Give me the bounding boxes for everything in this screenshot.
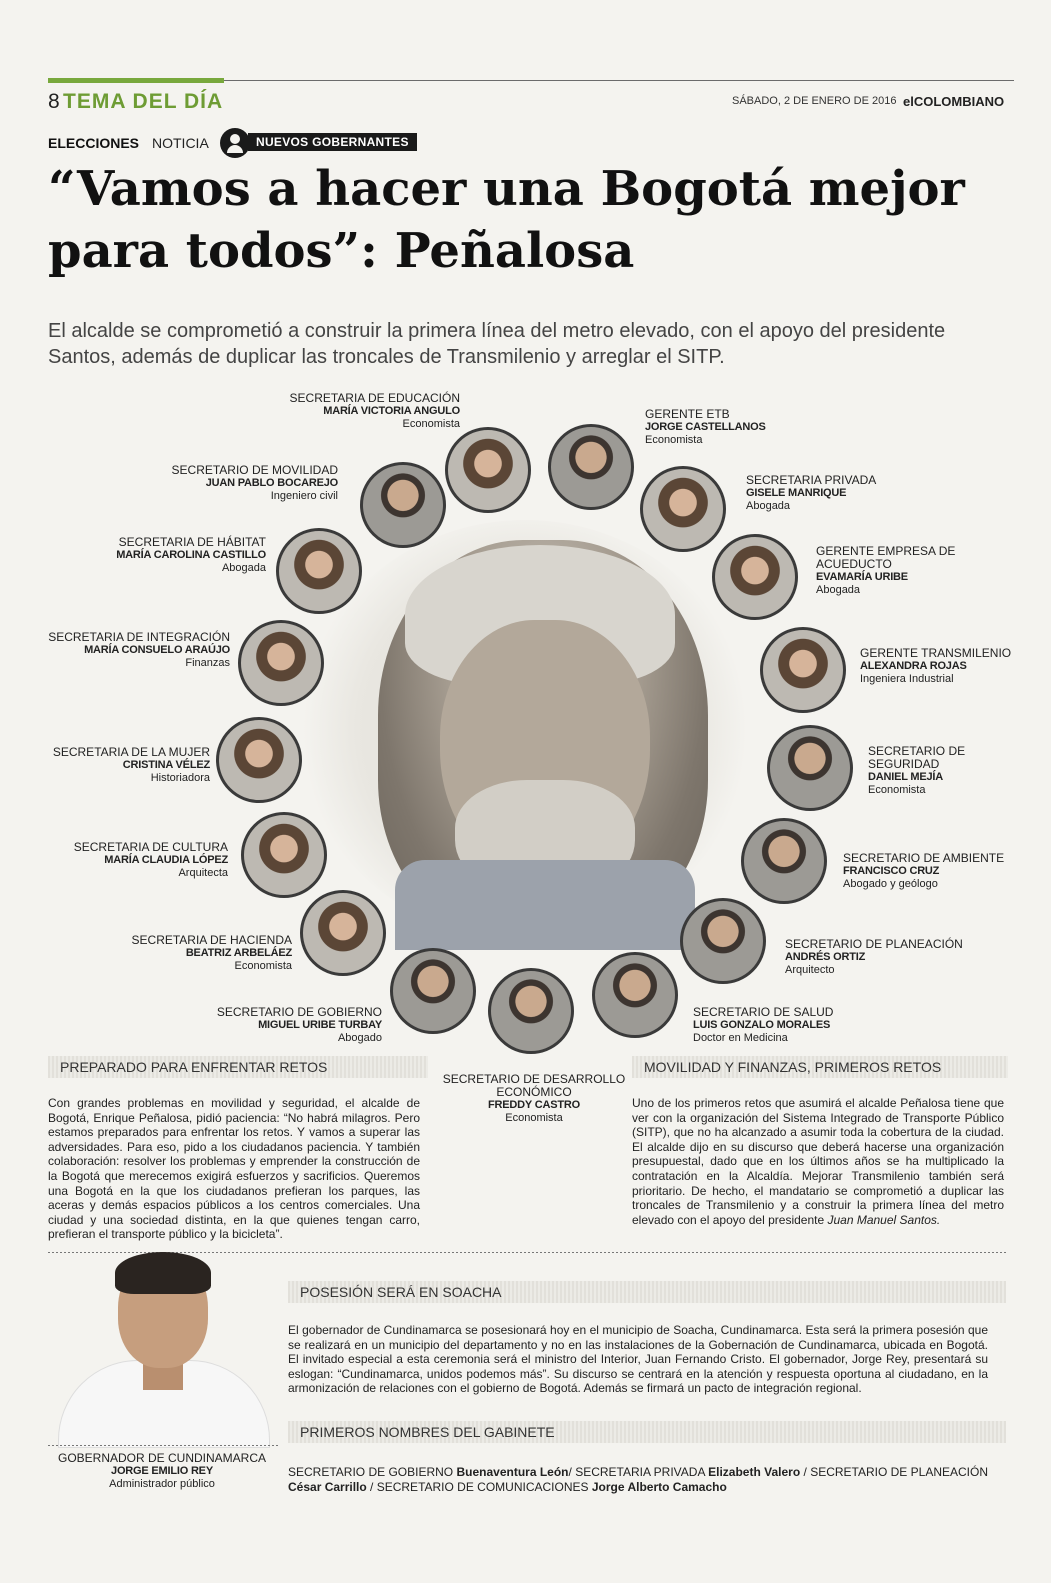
box-text-movilidad [632, 1096, 1004, 1227]
photo-rule [48, 1445, 278, 1446]
cabinet-caption: SECRETARIO DE SALUD LUIS GONZALO MORALES Doctor en Medicina [693, 1005, 834, 1044]
box-heading-gabinete: PRIMEROS NOMBRES DEL GABINETE [288, 1421, 1006, 1443]
cabinet-caption: SECRETARIA DE LA MUJER CRISTINA VÉLEZ Historiadora [52, 745, 210, 784]
cabinet-photo [592, 952, 678, 1038]
cabinet-caption: GERENTE ETB JORGE CASTELLANOS Economista [645, 407, 766, 446]
governor-photo-hair [115, 1252, 211, 1294]
cabinet-caption: GERENTE EMPRESA DE ACUEDUCTO EVAMARÍA URIBE Abogada [816, 544, 956, 596]
gabinete-role: SECRETARIO DE GOBIERNO [288, 1465, 454, 1479]
cabinet-caption: SECRETARIA DE INTEGRACIÓN MARÍA CONSUELO ARAÚJO Finanzas [48, 630, 230, 669]
cabinet-caption: SECRETARIA DE HACIENDA BEATRIZ ARBELÁEZ Economista [131, 933, 292, 972]
gabinete-name: Elizabeth Valero [708, 1465, 801, 1479]
cabinet-caption: SECRETARIA DE HÁBITAT MARÍA CAROLINA CASTILLO Abogada [116, 535, 266, 574]
cabinet-photo [712, 534, 798, 620]
box-heading-movilidad: MOVILIDAD Y FINANZAS, PRIMEROS RETOS [632, 1056, 1008, 1078]
cabinet-caption: SECRETARIO DE DESARROLLO ECONÓMICO FREDDY CASTRO Economista [442, 1072, 626, 1124]
movilidad-text-italic: Juan Manuel Santos. [827, 1212, 941, 1227]
gabinete-role: SECRETARIA PRIVADA [575, 1465, 705, 1479]
gabinete-role: SECRETARIO DE PLANEACIÓN [810, 1465, 989, 1479]
cabinet-photo [741, 818, 827, 904]
kicker-type: NOTICIA [152, 135, 209, 151]
cabinet-caption: SECRETARIO DE PLANEACIÓN ANDRÉS ORTIZ Arquitecto [785, 937, 963, 976]
gabinete-list: SECRETARIO DE GOBIERNO Buenaventura León/ SECRETARIA PRIVADA Elizabeth Valero / SECRETARIO DE PLANEACIÓN César Carrillo / SECRETARIO DE COMUNICACIONES Jorge Alberto Camacho [288, 1465, 989, 1494]
cabinet-photo [238, 620, 324, 706]
gabinete-name: Jorge Alberto Camacho [591, 1479, 727, 1494]
cabinet-photo [488, 968, 574, 1054]
newspaper-brand: elCOLOMBIANO [903, 94, 1005, 109]
cabinet-caption: GERENTE TRANSMILENIO ALEXANDRA ROJAS Ingeniera Industrial [860, 646, 1012, 685]
governor-caption: GOBERNADOR DE CUNDINAMARCA JORGE EMILIO REY Administrador público [57, 1451, 267, 1490]
cabinet-photo [760, 627, 846, 713]
box-heading-soacha: POSESIÓN SERÁ EN SOACHA [288, 1281, 1006, 1303]
cabinet-photo [216, 717, 302, 803]
person-icon [220, 128, 250, 158]
kicker-category: ELECCIONES [48, 135, 140, 151]
cabinet-caption: SECRETARIO DE SEGURIDAD DANIEL MEJÍA Economista [868, 744, 966, 796]
cabinet-photo [548, 424, 634, 510]
headline: “Vamos a hacer una Bogotá mejor para todos”: Peñalosa [48, 161, 965, 279]
cabinet-photo [241, 812, 327, 898]
topic-tag: NUEVOS GOBERNANTES [248, 133, 417, 151]
cabinet-photo [767, 725, 853, 811]
gabinete-name: César Carrillo [288, 1479, 367, 1494]
page-number: 8 [48, 90, 60, 113]
cabinet-caption: SECRETARIO DE AMBIENTE FRANCISCO CRUZ Abogado y geólogo [843, 851, 1005, 890]
cabinet-photo [276, 528, 362, 614]
box-text-soacha: El gobernador de Cundinamarca se posesionará hoy en el municipio de Soacha, Cundinamarca. Esta será la primera posesión que se realizará en un municipio del departamento y no en las instalaciones de la Gobernación de Cundinamarca, ubicada en Bogotá. El invitado especial a esta ceremonia será el ministro del Interior, Juan Fernando Cristo. El gobernador, Jorge Rey, presentará su eslogan: “Cundinamarca, unidos podemos más”. Su discurso se centrará en la atención y respuesta oportuna al ciudadano, en la armonización de relaciones con el gobierno de Bogotá. Además se firmará un pacto de integración regional. [288, 1323, 988, 1396]
section-title: TEMA DEL DÍA [63, 90, 224, 113]
mayor-photo-shirt [395, 860, 695, 950]
box-heading-retos: PREPARADO PARA ENFRENTAR RETOS [48, 1056, 428, 1078]
section-color-bar [48, 78, 224, 83]
gabinete-role: SECRETARIO DE COMUNICACIONES [376, 1479, 589, 1494]
dek: El alcalde se comprometió a construir la primera línea del metro elevado, con el apoyo del presidente Santos, además de duplicar las troncales de Transmilenio y arreglar el SITP. [48, 320, 946, 368]
cabinet-photo [360, 462, 446, 548]
cabinet-photo [445, 427, 531, 513]
divider [48, 1252, 1008, 1253]
cabinet-photo [390, 948, 476, 1034]
cabinet-caption: SECRETARIO DE MOVILIDAD JUAN PABLO BOCAREJO Ingeniero civil [171, 463, 338, 502]
box-text-retos: Con grandes problemas en movilidad y seguridad, el alcalde de Bogotá, Enrique Peñalosa, pidió paciencia: “No habrá milagros. Pero estamos preparados para enfrentar los retos. Y vamos a superar las adversidades. Para eso, pido a los ciudadanos paciencia. Y también colaboración: resolver los problemas y emprender la construcción de la Bogotá que merecemos exigirá esfuerzos y sacrificios. Queremos una Bogotá en la que los ciudadanos prefieran los parques, las aceras y demás espacios públicos a los centros comerciales. Una ciudad y una sociedad distinta, en la que quienes tengan carro, prefieran el transporte público y la bicicleta”. [48, 1096, 420, 1242]
header-rule [224, 80, 1014, 81]
cabinet-caption: SECRETARIA DE EDUCACIÓN MARÍA VICTORIA ANGULO Economista [289, 391, 460, 430]
issue-date: SÁBADO, 2 DE ENERO DE 2016 [732, 95, 897, 107]
cabinet-photo [640, 466, 726, 552]
cabinet-caption: SECRETARIA DE CULTURA MARÍA CLAUDIA LÓPEZ Arquitecta [73, 840, 228, 879]
cabinet-caption: SECRETARIO DE GOBIERNO MIGUEL URIBE TURBAY Abogado [216, 1005, 382, 1044]
cabinet-photo [680, 898, 766, 984]
cabinet-caption: SECRETARIA PRIVADA GISELE MANRIQUE Abogada [746, 473, 877, 512]
gabinete-name: Buenaventura León [456, 1465, 569, 1479]
cabinet-photo [300, 890, 386, 976]
movilidad-text: Uno de los primeros retos que asumirá el alcalde Peñalosa tiene que ver con la organización del Sistema Integrado de Transporte Público (SITP), que no ha alcanzado a asumir toda la cobertura de la ciudad. El alcalde dijo en su discurso que deberá hacerse una organización presupuestal, dado que en los últimos años se ha multiplicado la contratación en la Alcaldía. Mejorar Transmilenio también será prioritario. De hecho, el mandatario se comprometió a duplicar las troncales de Transmilenio y a construir la primera línea del metro elevado con el apoyo del presidente [632, 1096, 1004, 1227]
